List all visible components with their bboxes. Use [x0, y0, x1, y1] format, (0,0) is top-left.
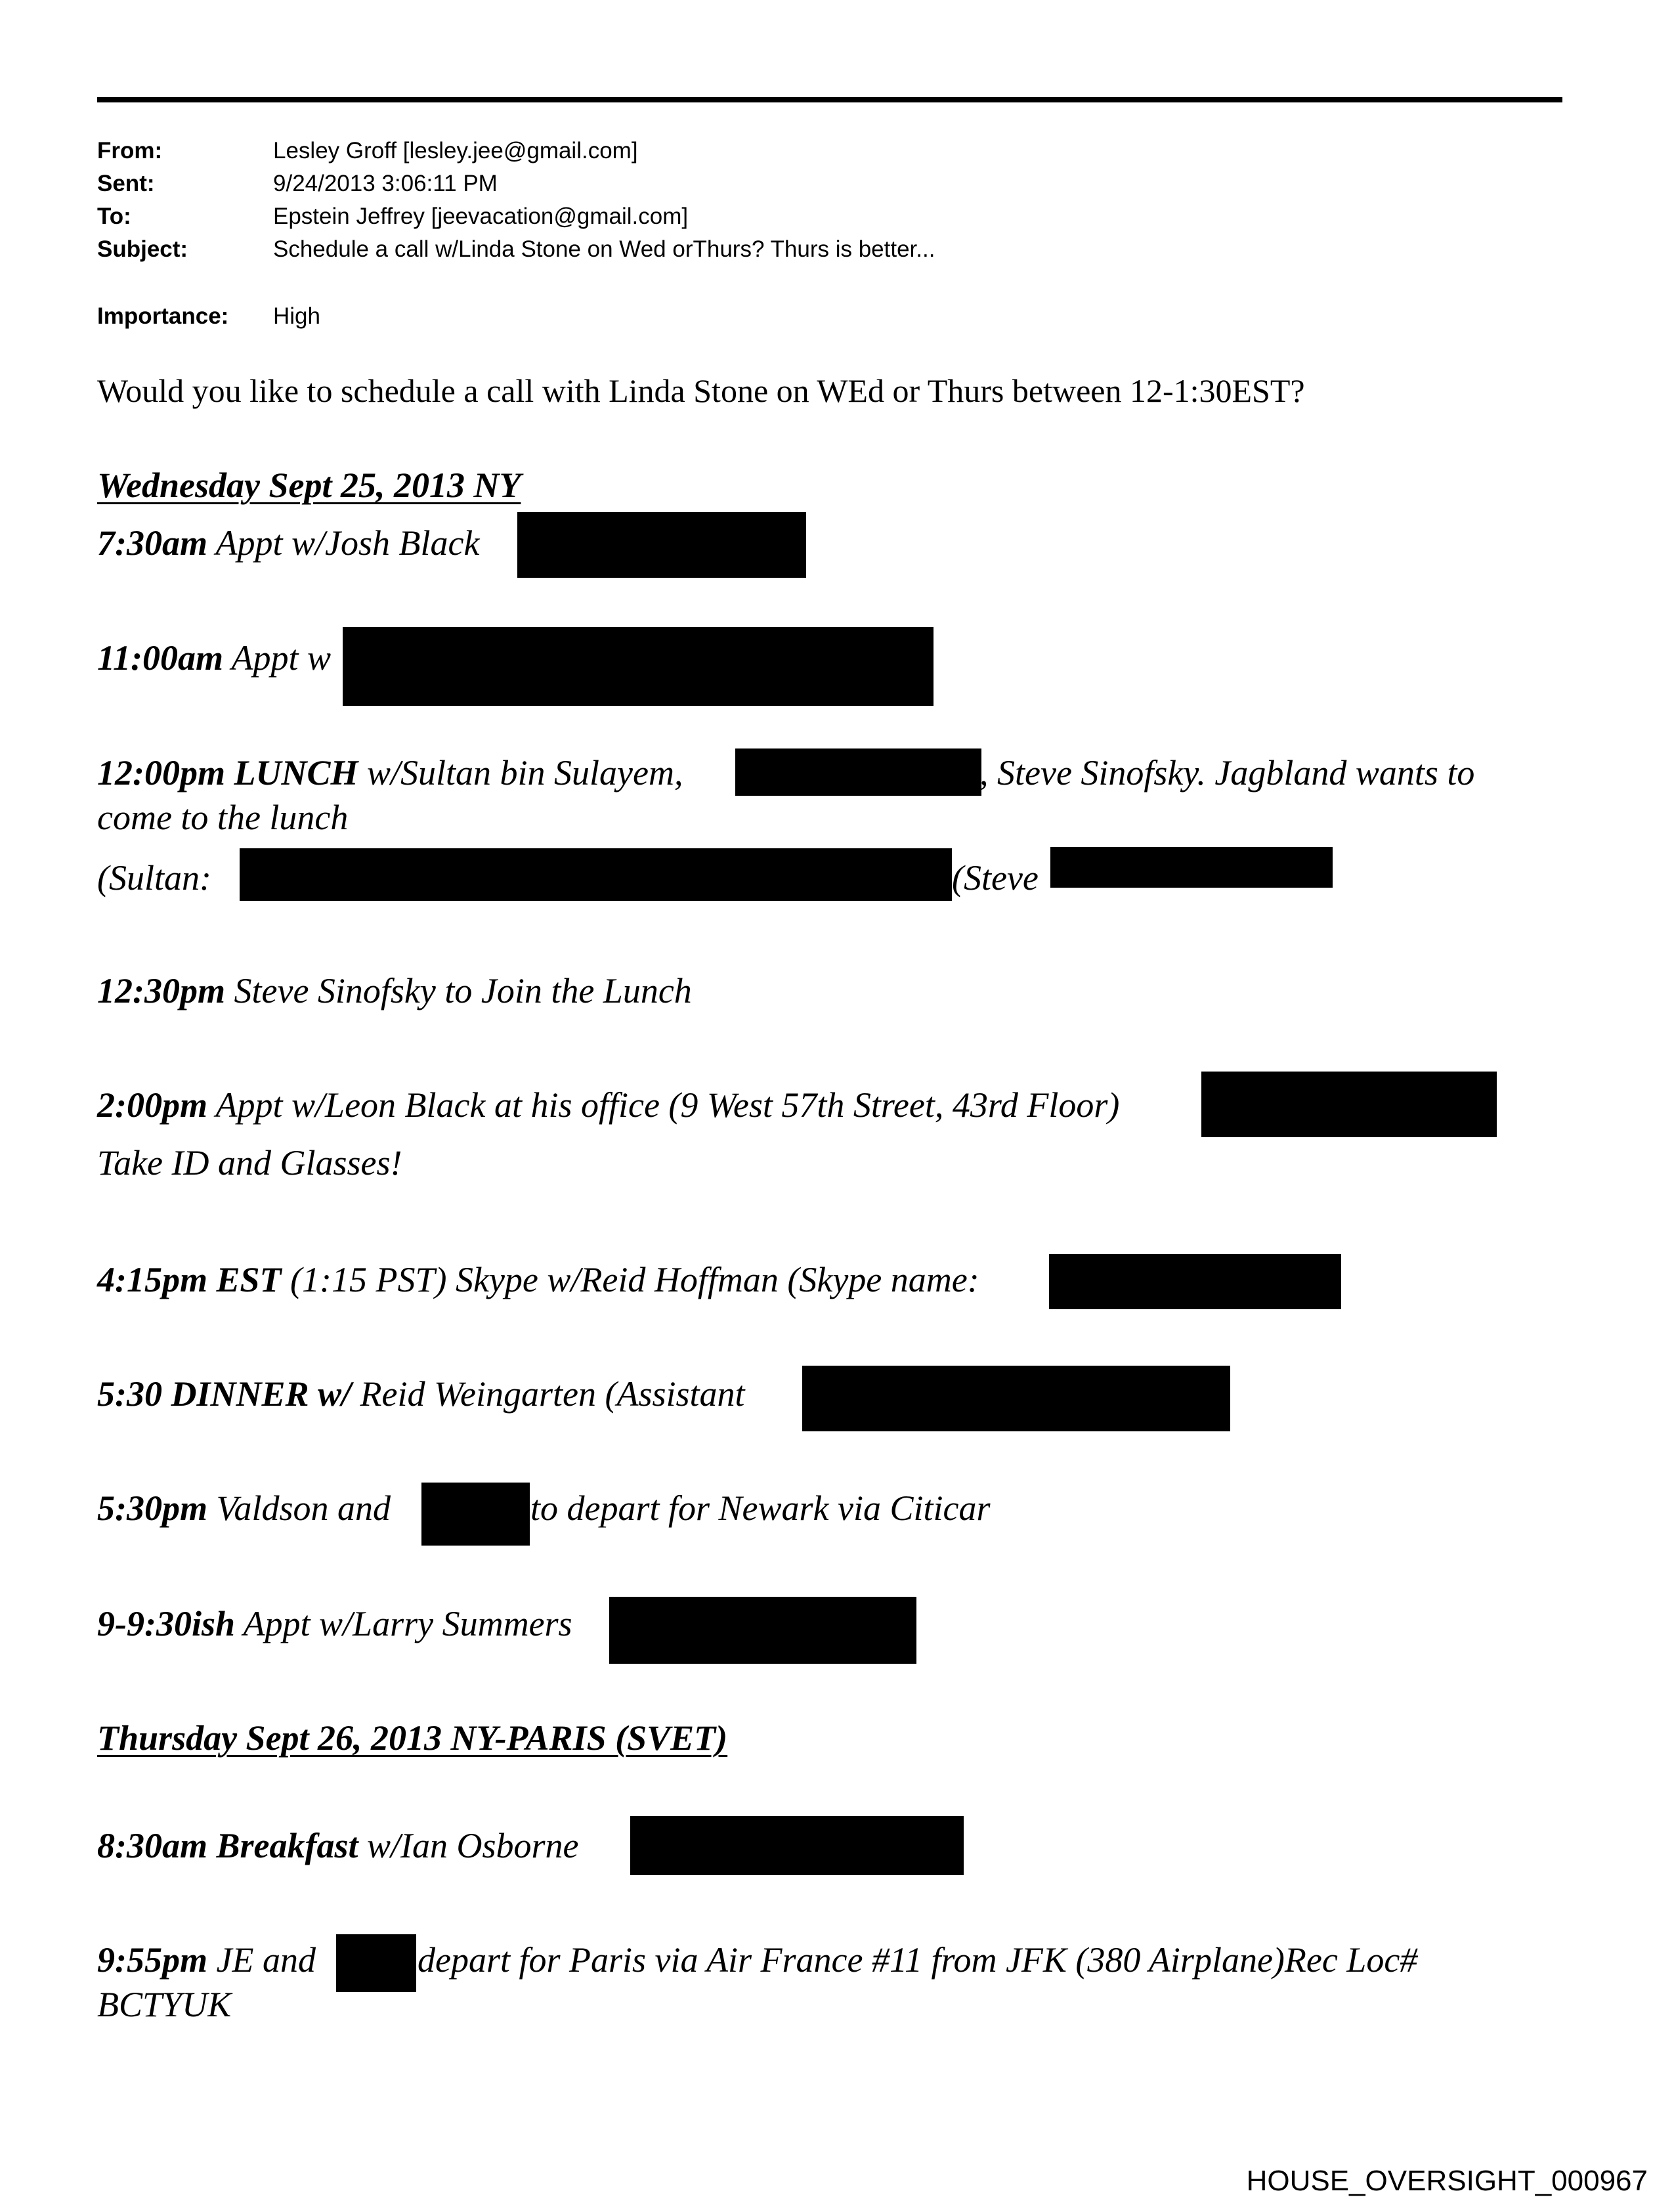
- event-time: 8:30am Breakfast: [97, 1826, 358, 1865]
- event-time: 5:30pm: [97, 1488, 207, 1528]
- thu-event-2-line2: BCTYUK: [97, 1985, 232, 2024]
- intro-paragraph: Would you like to schedule a call with Linda Stone on WEd or Thurs between 12-1:30EST?: [97, 372, 1305, 409]
- wed-event-2: [97, 640, 331, 676]
- event-text: Appt w/Josh Black: [207, 523, 480, 563]
- thu-event-2-cont: depart for Paris via Air France #11 from JFK (380 Airplane)Rec Loc#: [418, 1940, 1418, 1980]
- wed-event-8: [97, 1490, 391, 1526]
- redaction-box: [802, 1366, 1230, 1431]
- wed-event-7: [97, 1376, 745, 1412]
- importance-value: High: [273, 303, 320, 329]
- event-text: Steve Sinofsky to Join the Lunch: [225, 971, 692, 1010]
- wed-event-5: [97, 1087, 1119, 1123]
- event-time: 9:55pm: [97, 1940, 207, 1980]
- importance-label: Importance:: [97, 303, 229, 329]
- event-text: JE and: [207, 1940, 316, 1980]
- thu-event-2: [97, 1942, 316, 1978]
- event-time: 7:30am: [97, 523, 207, 563]
- redaction-box: [735, 748, 981, 796]
- event-time: 12:30pm: [97, 971, 225, 1010]
- event-time: 12:00pm LUNCH: [97, 753, 358, 792]
- wed-event-3-line2: come to the lunch: [97, 798, 349, 837]
- redaction-box: [240, 848, 952, 901]
- thu-event-1: [97, 1828, 579, 1863]
- wed-event-8-cont: to depart for Newark via Citicar: [530, 1488, 991, 1528]
- from-label: From:: [97, 138, 163, 163]
- redaction-box: [609, 1597, 916, 1664]
- subject-label: Subject:: [97, 236, 188, 262]
- event-time: 9-9:30ish: [97, 1604, 236, 1643]
- event-time: 2:00pm: [97, 1085, 207, 1125]
- from-value: Lesley Groff [lesley.jee@gmail.com]: [273, 138, 638, 163]
- thursday-heading: Thursday Sept 26, 2013 NY-PARIS (SVET): [97, 1718, 728, 1758]
- redaction-box: [517, 512, 806, 578]
- event-text: Appt w/Larry Summers: [235, 1604, 572, 1643]
- to-value: Epstein Jeffrey [jeevacation@gmail.com]: [273, 204, 689, 229]
- redaction-box: [336, 1934, 416, 1992]
- event-text: Valdson and: [207, 1488, 391, 1528]
- event-time: 5:30 DINNER w/: [97, 1374, 352, 1414]
- wed-event-3-line3: (Sultan:: [97, 858, 211, 898]
- redaction-box: [343, 627, 934, 706]
- event-text: w/Sultan bin Sulayem,: [358, 753, 683, 792]
- wed-event-3-steve: (Steve: [952, 858, 1039, 898]
- sent-label: Sent:: [97, 171, 155, 196]
- redaction-box: [1049, 1254, 1341, 1309]
- sent-value: 9/24/2013 3:06:11 PM: [273, 171, 498, 196]
- wed-event-1: [97, 525, 479, 561]
- event-text: w/Ian Osborne: [358, 1826, 579, 1865]
- event-time: 4:15pm EST: [97, 1260, 282, 1299]
- redaction-box: [630, 1816, 964, 1875]
- redaction-box: [421, 1483, 530, 1546]
- wed-event-9: [97, 1606, 572, 1641]
- wed-event-6: [97, 1262, 979, 1297]
- wednesday-heading: Wednesday Sept 25, 2013 NY: [97, 466, 521, 505]
- to-label: To:: [97, 204, 131, 229]
- redaction-box: [1201, 1072, 1497, 1137]
- wed-event-5-line2: Take ID and Glasses!: [97, 1143, 402, 1182]
- header-rule: [97, 97, 1562, 102]
- redaction-box: [1050, 847, 1333, 888]
- bates-stamp: HOUSE_OVERSIGHT_000967: [1246, 2165, 1648, 2197]
- wed-event-3: [97, 755, 683, 791]
- wed-event-4: [97, 973, 692, 1008]
- event-text: Reid Weingarten (Assistant: [351, 1374, 745, 1414]
- event-text: (1:15 PST) Skype w/Reid Hoffman (Skype name:: [281, 1260, 979, 1299]
- event-time: 11:00am: [97, 638, 224, 678]
- wed-event-3-cont: , Steve Sinofsky. Jagbland wants to: [979, 753, 1475, 792]
- subject-value: Schedule a call w/Linda Stone on Wed orThurs? Thurs is better...: [273, 236, 935, 262]
- event-text: Appt w: [223, 638, 332, 678]
- event-text: Appt w/Leon Black at his office (9 West 57th Street, 43rd Floor): [207, 1085, 1120, 1125]
